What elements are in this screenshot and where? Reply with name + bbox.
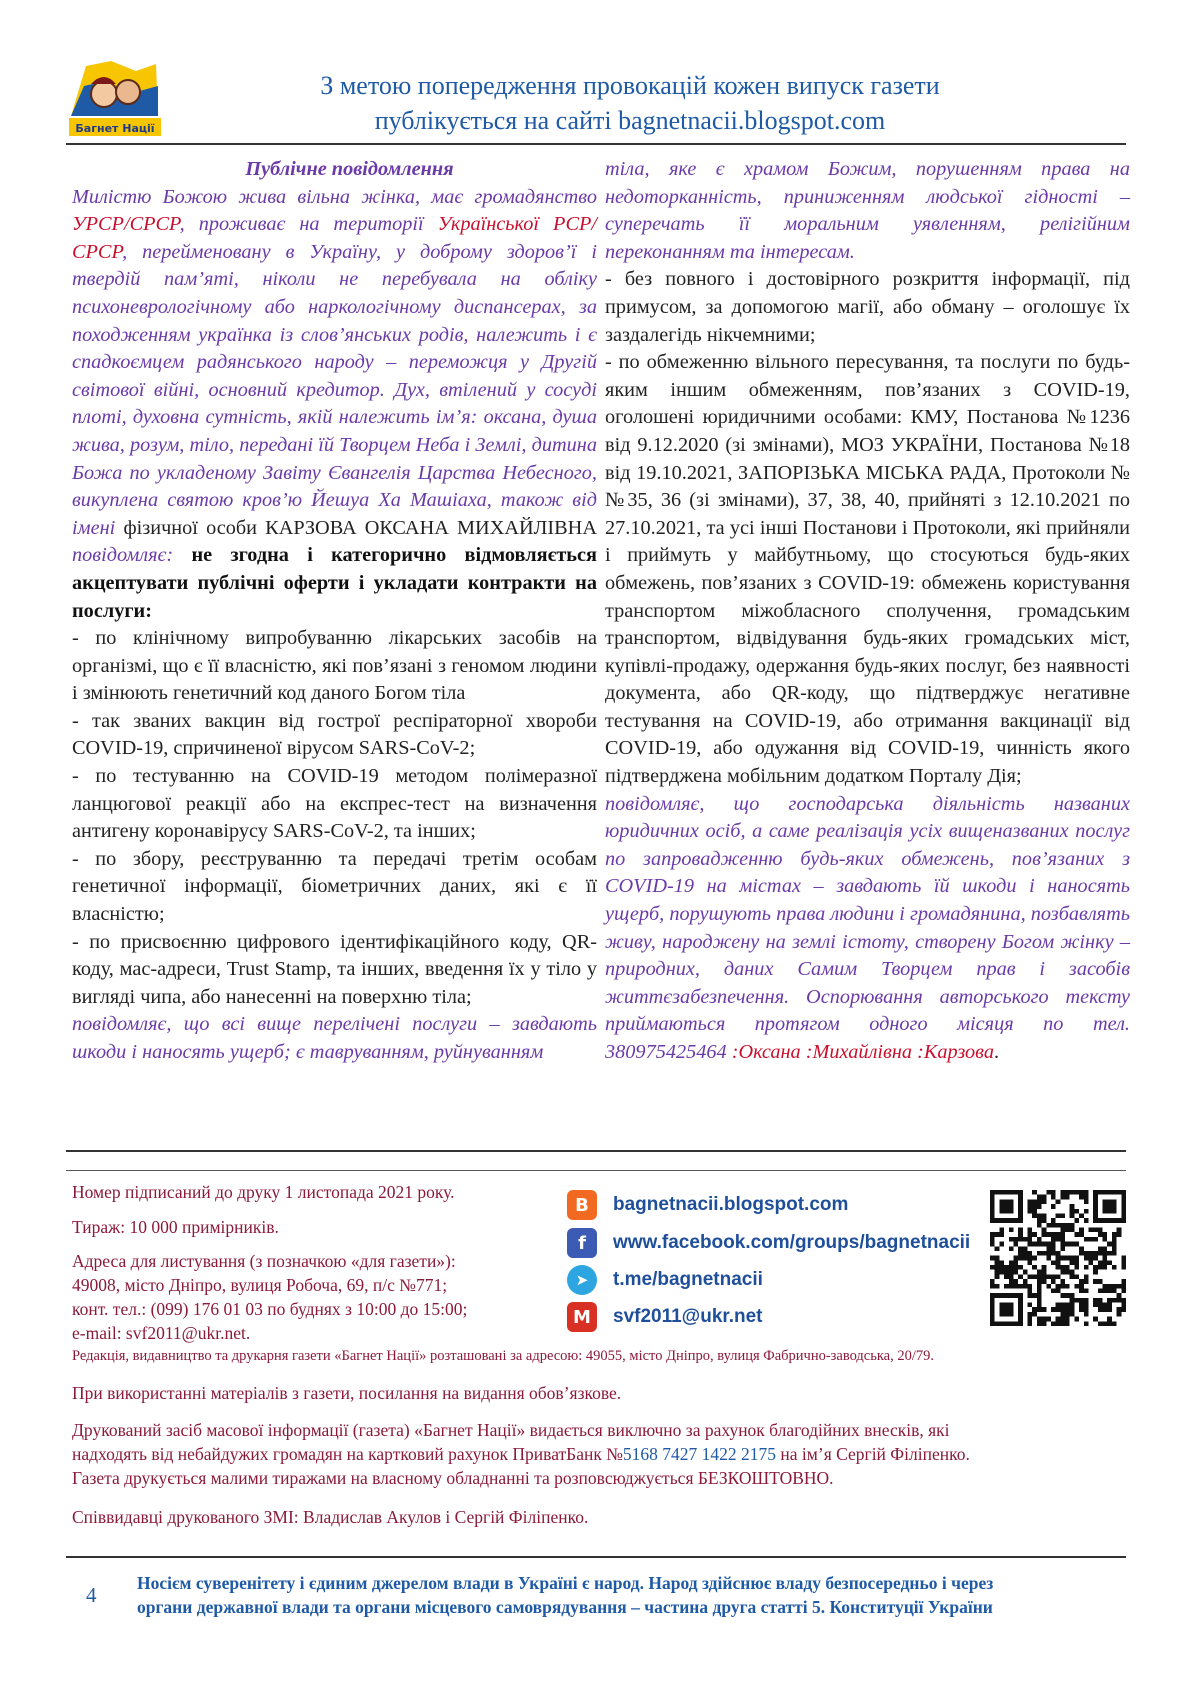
signature-period: . — [993, 1041, 1000, 1063]
territory-highlight: Української РСР/СРСР — [72, 213, 597, 263]
imprint-circulation: Тираж: 10 000 примірників. — [72, 1217, 279, 1237]
notice-column-right — [605, 156, 1130, 1067]
contact-telegram-text: t.me/bagnetnacii — [613, 1269, 763, 1290]
header-title-line2: публікується на сайті bagnetnacii.blogspot.com — [374, 106, 886, 135]
list-item: - по присвоєнню цифрового ідентифікаційного коду, QR-коду, мас-адреси, Trust Stamp, та інших, введення їх у тіло у вигляді чипа, або нанесенні на поверхню тіла; — [72, 930, 597, 1008]
list-item: - так званих вакцин від гострої респіраторної хвороби COVID-19, спричиненої вірусом SARS-CoV-2; — [72, 709, 597, 760]
notice-conclusion-left: повідомляє, що всі вище перелічені послуги – завдають шкоди і наносять ущерб; є тавруванням, руйнуванням — [72, 1013, 597, 1063]
funding-text: надходять від небайдужих громадян на картковий рахунок ПриватБанк № — [72, 1444, 623, 1464]
contact-mail-text: svf2011@ukr.net — [613, 1306, 763, 1327]
funding-line: Друкований засіб масової інформації (газета) «Багнет Нації» видається виключно за рахунок благодійних внесків, які — [72, 1420, 950, 1440]
qr-code — [990, 1190, 1126, 1326]
notice-continuation: тіла, яке є храмом Божим, порушенням права на недоторканність, приниженням людської гідності – суперечать її моральним уявленням, релігійним переконанням та інтересам. — [605, 158, 1130, 263]
notice-conclusion-text: повідомляє, що господарська діяльність названих юридичних осіб, а саме реалізація усіх вищеназваних послуг по запровадженню будь-яких обмежень, пов’язаних з COVID-19 на містах – завдають їй шкоди і наносять ущерб, порушують права людини і громадянина, позбавлять живу, народжену на землі істоту, створену Богом жінку – природних, даних Самим Творцем прав і засобів життєзабезпечення. Оспорювання авторського тексту приймаються протягом одного місяця по тел. 380975425464 — [605, 792, 1130, 1063]
contact-facebook-link[interactable] — [567, 1228, 970, 1258]
citizenship-highlight: УРСР/СРСР — [72, 213, 180, 236]
funding-line — [72, 1442, 1132, 1466]
notice-signature: :Оксана :Михайлівна :Карзова — [731, 1041, 994, 1063]
section-divider-thin — [66, 1170, 1126, 1171]
page-number: 4 — [86, 1583, 97, 1607]
imprint-reference-note: При використанні матеріалів з газети, посилання на видання обов’язкове. — [72, 1383, 622, 1403]
address-line: Адреса для листування (з позначкою «для газети»): — [72, 1251, 456, 1271]
notice-intro — [72, 184, 597, 626]
list-item: - без повного і достовірного розкриття інформації, під примусом, за допомогою магії, або обману – оголошує їх заздалегідь нікчемними; — [605, 268, 1130, 346]
list-item: - по обмеженню вільного пересування, та послуги по будь-яким іншим обмеженням, пов’язаних з COVID-19, оголошені юридичними особами: КМУ, Постанова №1236 від 9.12.2020 (зі змінами), МОЗ УКРАЇНИ, Постанова №18 від 19.10.2021, ЗАПОРІЗЬКА МІСЬКА РАДА, Протоколи №№35, 36 (зі змінами), 37, 38, 40, прийняті з 12.10.2021 по 27.10.2021, та усі інші Постанови і Протоколи, які прийняли і приймуть у майбутньому, що стосуються будь-яких обмежень, пов’язаних з COVID-19: обмежень користування транспортом міжобласного сполучення, громадським транспортом, відвідування будь-яких громадських міст, купівлі-продажу, одержання будь-яких послуг, без наявності документа, або QR-коду, що підтверджує негативне тестування на COVID-19, або отримання вакцинації від COVID-19, або одужання від COVID-19, чинність якого підтверджена мобільним додатком Порталу Дія; — [605, 351, 1130, 788]
notice-announces: повідомляє: — [72, 544, 192, 567]
facebook-icon: f — [567, 1228, 597, 1258]
newspaper-logo — [66, 56, 164, 138]
funding-text: на ім’я Сергій Філіпенко. — [776, 1444, 970, 1464]
imprint-coeditors: Співвидавці друкованого ЗМІ: Владислав Акулов і Сергій Філіпенко. — [72, 1507, 589, 1527]
contact-mail-link[interactable] — [567, 1302, 763, 1332]
contact-facebook-text: www.facebook.com/groups/bagnetnacii — [613, 1232, 971, 1253]
list-item: - по збору, реєструванню та передачі третім особам генетичної інформації, біометричних даних, які є її власністю; — [72, 847, 597, 926]
card-number: 5168 7427 1422 2175 — [622, 1444, 777, 1464]
notice-intro-text: Милістю Божою жива вільна жінка, має громадянство — [72, 185, 597, 208]
funding-line: Газета друкується малими тиражами на власному обладнанні та розповсюджується БЕЗКОШТОВНО. — [72, 1468, 834, 1488]
header-title-line1: З метою попередження провокацій кожен випуск газети — [320, 71, 940, 100]
list-item: - по тестуванню на COVID-19 методом полімеразної ланцюгової реакції або на експрес-тест на визначення антигену коронавірусу SARS-CoV-2, та інших; — [72, 765, 597, 843]
imprint-address — [72, 1249, 552, 1345]
address-line[interactable]: e-mail: svf2011@ukr.net. — [72, 1323, 251, 1343]
notice-column-left — [72, 156, 597, 1067]
notice-heading: Публічне повідомлення — [245, 158, 454, 180]
contact-telegram-link[interactable] — [567, 1265, 763, 1295]
address-line: конт. тел.: (099) 176 01 03 по буднях з 10:00 до 15:00; — [72, 1299, 468, 1319]
notice-intro-text: , проживає на території — [179, 213, 438, 236]
contact-blog-link[interactable] — [567, 1190, 848, 1220]
header-title — [190, 68, 1070, 138]
imprint-editorial-address: Редакція, видавництво та друкарня газети «Багнет Нації» розташовані за адресою: 49055, місто Дніпро, вулиця Фабрично-заводська, 20/79. — [72, 1348, 935, 1364]
person-name: фізичної особи КАРЗОВА ОКСАНА МИХАЙЛІВНА — [123, 516, 597, 539]
address-line: 49008, місто Дніпро, вулиця Робоча, 69, п/с №771; — [72, 1275, 448, 1295]
footer-line: органи державної влади та органи місцевого самоврядування – частина друга статті 5. Конституції України — [137, 1597, 993, 1617]
footer-constitution-quote — [137, 1571, 1127, 1619]
mail-icon: M — [567, 1302, 597, 1332]
imprint-signed-date: Номер підписаний до друку 1 листопада 2021 року. — [72, 1182, 455, 1202]
svg-text:Багнет Нації: Багнет Нації — [75, 122, 155, 135]
header-divider — [66, 143, 1126, 145]
footer-divider — [66, 1556, 1126, 1558]
blogger-icon: B — [567, 1190, 597, 1220]
contact-blog-text: bagnetnacii.blogspot.com — [613, 1194, 849, 1215]
list-item: - по клінічному випробуванню лікарських засобів на організмі, що є її власністю, які пов’язані з геномом людини і змінюють генетичний код даного Богом тіла — [72, 627, 597, 705]
section-divider — [66, 1150, 1126, 1152]
footer-line: Носієм суверенітету і єдиним джерелом влади в Україні є народ. Народ здійснює владу безпосередньо і через — [137, 1573, 994, 1593]
notice-conclusion-right — [605, 791, 1130, 1067]
imprint-funding — [72, 1418, 1132, 1490]
notice-refusal: не згодна і категорично відмовляється акцептувати публічні оферти і укладати контракти на послуги: — [72, 544, 598, 622]
notice-intro-text: , перейменовану в Україну, у доброму здоров’ї і твердій пам’яті, ніколи не перебувала на обліку психоневрологічному або наркологічному диспансерах, за походженням українка із слов’янських родів, належить і є спадкоємцем радянського народу – переможця у Другій світової війні, основний кредитор. Дух, втілений у сосуді плоті, духовна сутність, якій належить ім’я: оксана, душа жива, розум, тіло, передані їй Творцем Неба і Землі, дитина Божа по укладеному Завіту Євангелія Царства Небесного, викуплена святою кров’ю Йешуа Ха Машіаха, також від імені — [72, 240, 597, 539]
telegram-icon: ➤ — [567, 1265, 597, 1295]
